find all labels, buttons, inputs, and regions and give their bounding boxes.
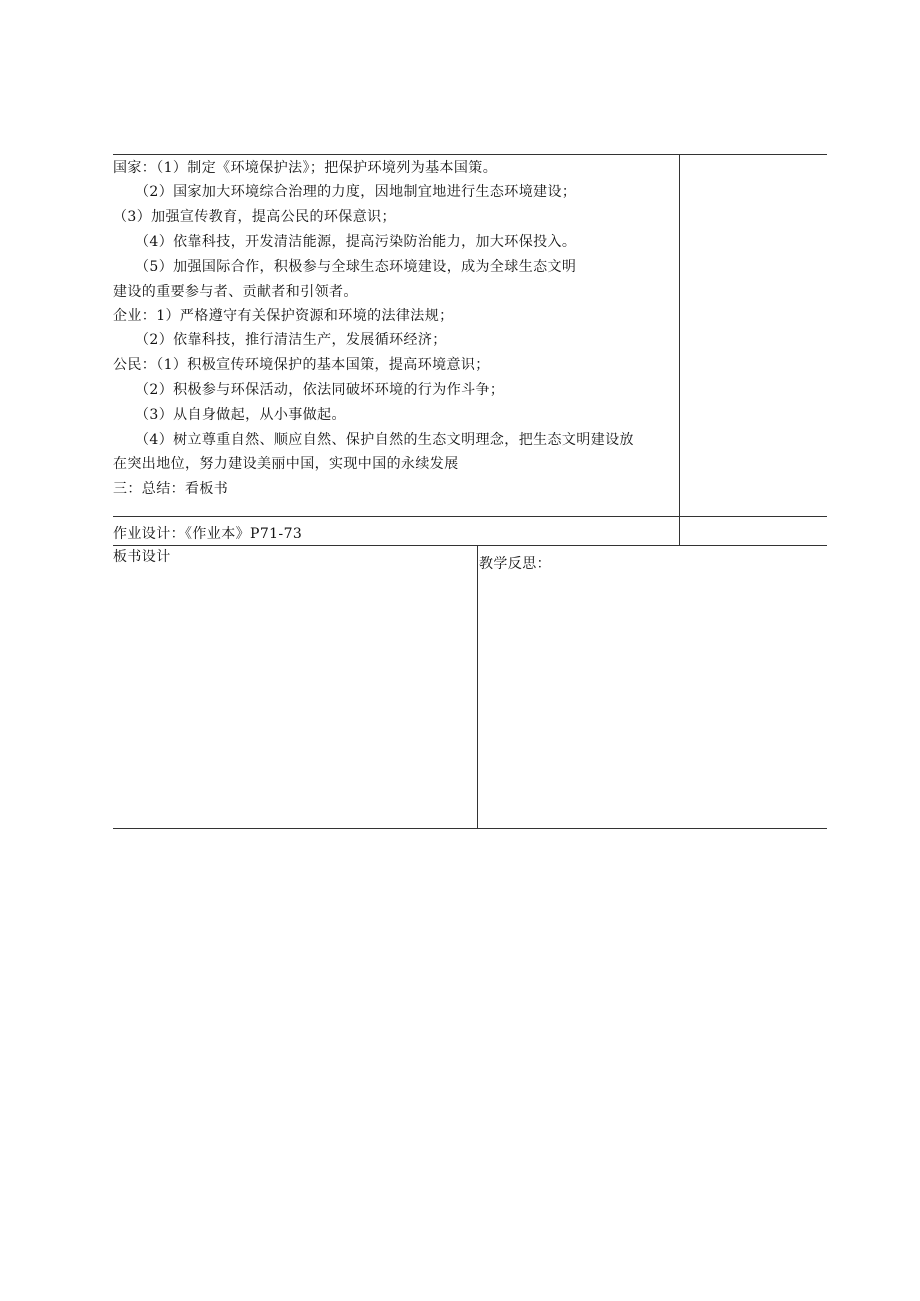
content-line: （4）依靠科技，开发清洁能源，提高污染防治能力，加大环保投入。: [135, 234, 577, 250]
homework-bottom-border: [113, 545, 827, 546]
content-line: 在突出地位，努力建设美丽中国，实现中国的永续发展: [113, 456, 459, 472]
reflection-label: 教学反思：: [479, 556, 551, 572]
table-bottom-border: [113, 828, 827, 829]
content-line: （4）树立尊重自然、顺应自然、保护自然的生态文明理念，把生态文明建设放: [135, 432, 634, 448]
content-line: 建设的重要参与者、贡献者和引领者。: [113, 284, 358, 300]
content-line: 国家：（1）制定《环境保护法》；把保护环境列为基本国策。: [113, 160, 498, 176]
board-design-label: 板书设计: [113, 549, 171, 565]
content-line: （2）积极参与环保活动，依法同破坏环境的行为作斗争；: [135, 382, 505, 398]
content-line: 三：总结：看板书: [113, 481, 229, 497]
content-bottom-border: [113, 516, 827, 517]
content-line: （5）加强国际合作，积极参与全球生态环境建设，成为全球生态文明: [135, 259, 577, 275]
table-top-border: [113, 154, 827, 155]
content-line: （2）依靠科技，推行清洁生产，发展循环经济；: [135, 332, 447, 348]
content-line: 企业：1）严格遵守有关保护资源和环境的法律法规；: [113, 308, 454, 324]
homework-label: 作业设计：《作业本》P71-73: [113, 526, 303, 542]
board-reflection-divider: [477, 545, 478, 828]
content-line: （3）加强宣传教育，提高公民的环保意识；: [113, 209, 396, 225]
content-line: （3）从自身做起，从小事做起。: [135, 407, 346, 423]
content-line: （2）国家加大环境综合治理的力度，因地制宜地进行生态环境建设；: [135, 184, 577, 200]
right-column-divider: [679, 154, 680, 545]
content-line: 公民：（1）积极宣传环境保护的基本国策，提高环境意识；: [113, 357, 490, 373]
